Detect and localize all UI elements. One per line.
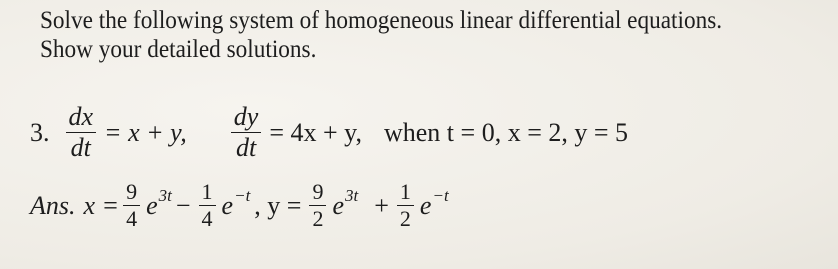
exp-base: e — [332, 190, 345, 220]
fraction-numerator: 1 — [397, 179, 414, 206]
exp-base: e — [221, 190, 234, 220]
coef-1-4 — [199, 179, 216, 232]
equation-2-rhs: = 4x + y, — [269, 117, 362, 147]
exponent: −t — [234, 185, 251, 205]
problem-3 — [30, 102, 632, 163]
fraction-denominator: 4 — [126, 206, 138, 231]
answer-line — [30, 179, 449, 232]
minus-operator: − — [175, 190, 191, 220]
instruction-text: Solve the following system of homogeneous linear differential equations. Show your detailed solutions. — [40, 7, 723, 63]
fraction-denominator: 2 — [399, 206, 411, 231]
dx-dt-fraction — [66, 102, 97, 163]
answer-label: Ans. — [30, 190, 76, 220]
coef-1-2 — [397, 179, 414, 232]
exp-base: e — [146, 190, 158, 220]
coef-9-2 — [309, 179, 326, 232]
exponent: −t — [432, 185, 449, 205]
fraction-denominator: dt — [235, 133, 257, 162]
fraction-denominator: 4 — [201, 206, 213, 231]
y-lhs: , y = — [254, 190, 302, 220]
x-lhs: x = — [83, 190, 120, 220]
exp-base: e — [419, 190, 432, 220]
plus-operator: + — [374, 190, 389, 220]
exponent: 3t — [158, 185, 172, 205]
fraction-numerator: 1 — [199, 179, 216, 206]
fraction-numerator: 9 — [123, 179, 140, 206]
fraction-denominator: 2 — [312, 206, 324, 231]
equation-1-rhs: = x + y, — [104, 117, 187, 147]
problem-number: 3. — [30, 117, 50, 147]
initial-condition: when t = 0, x = 2, y = 5 — [383, 117, 629, 147]
exponent: 3t — [345, 185, 359, 205]
fraction-denominator: dt — [70, 133, 91, 162]
coef-9-4 — [123, 179, 140, 232]
fraction-numerator: 9 — [309, 179, 326, 206]
dy-dt-fraction — [231, 102, 262, 163]
fraction-numerator: dy — [231, 102, 262, 133]
fraction-numerator: dx — [66, 102, 97, 133]
